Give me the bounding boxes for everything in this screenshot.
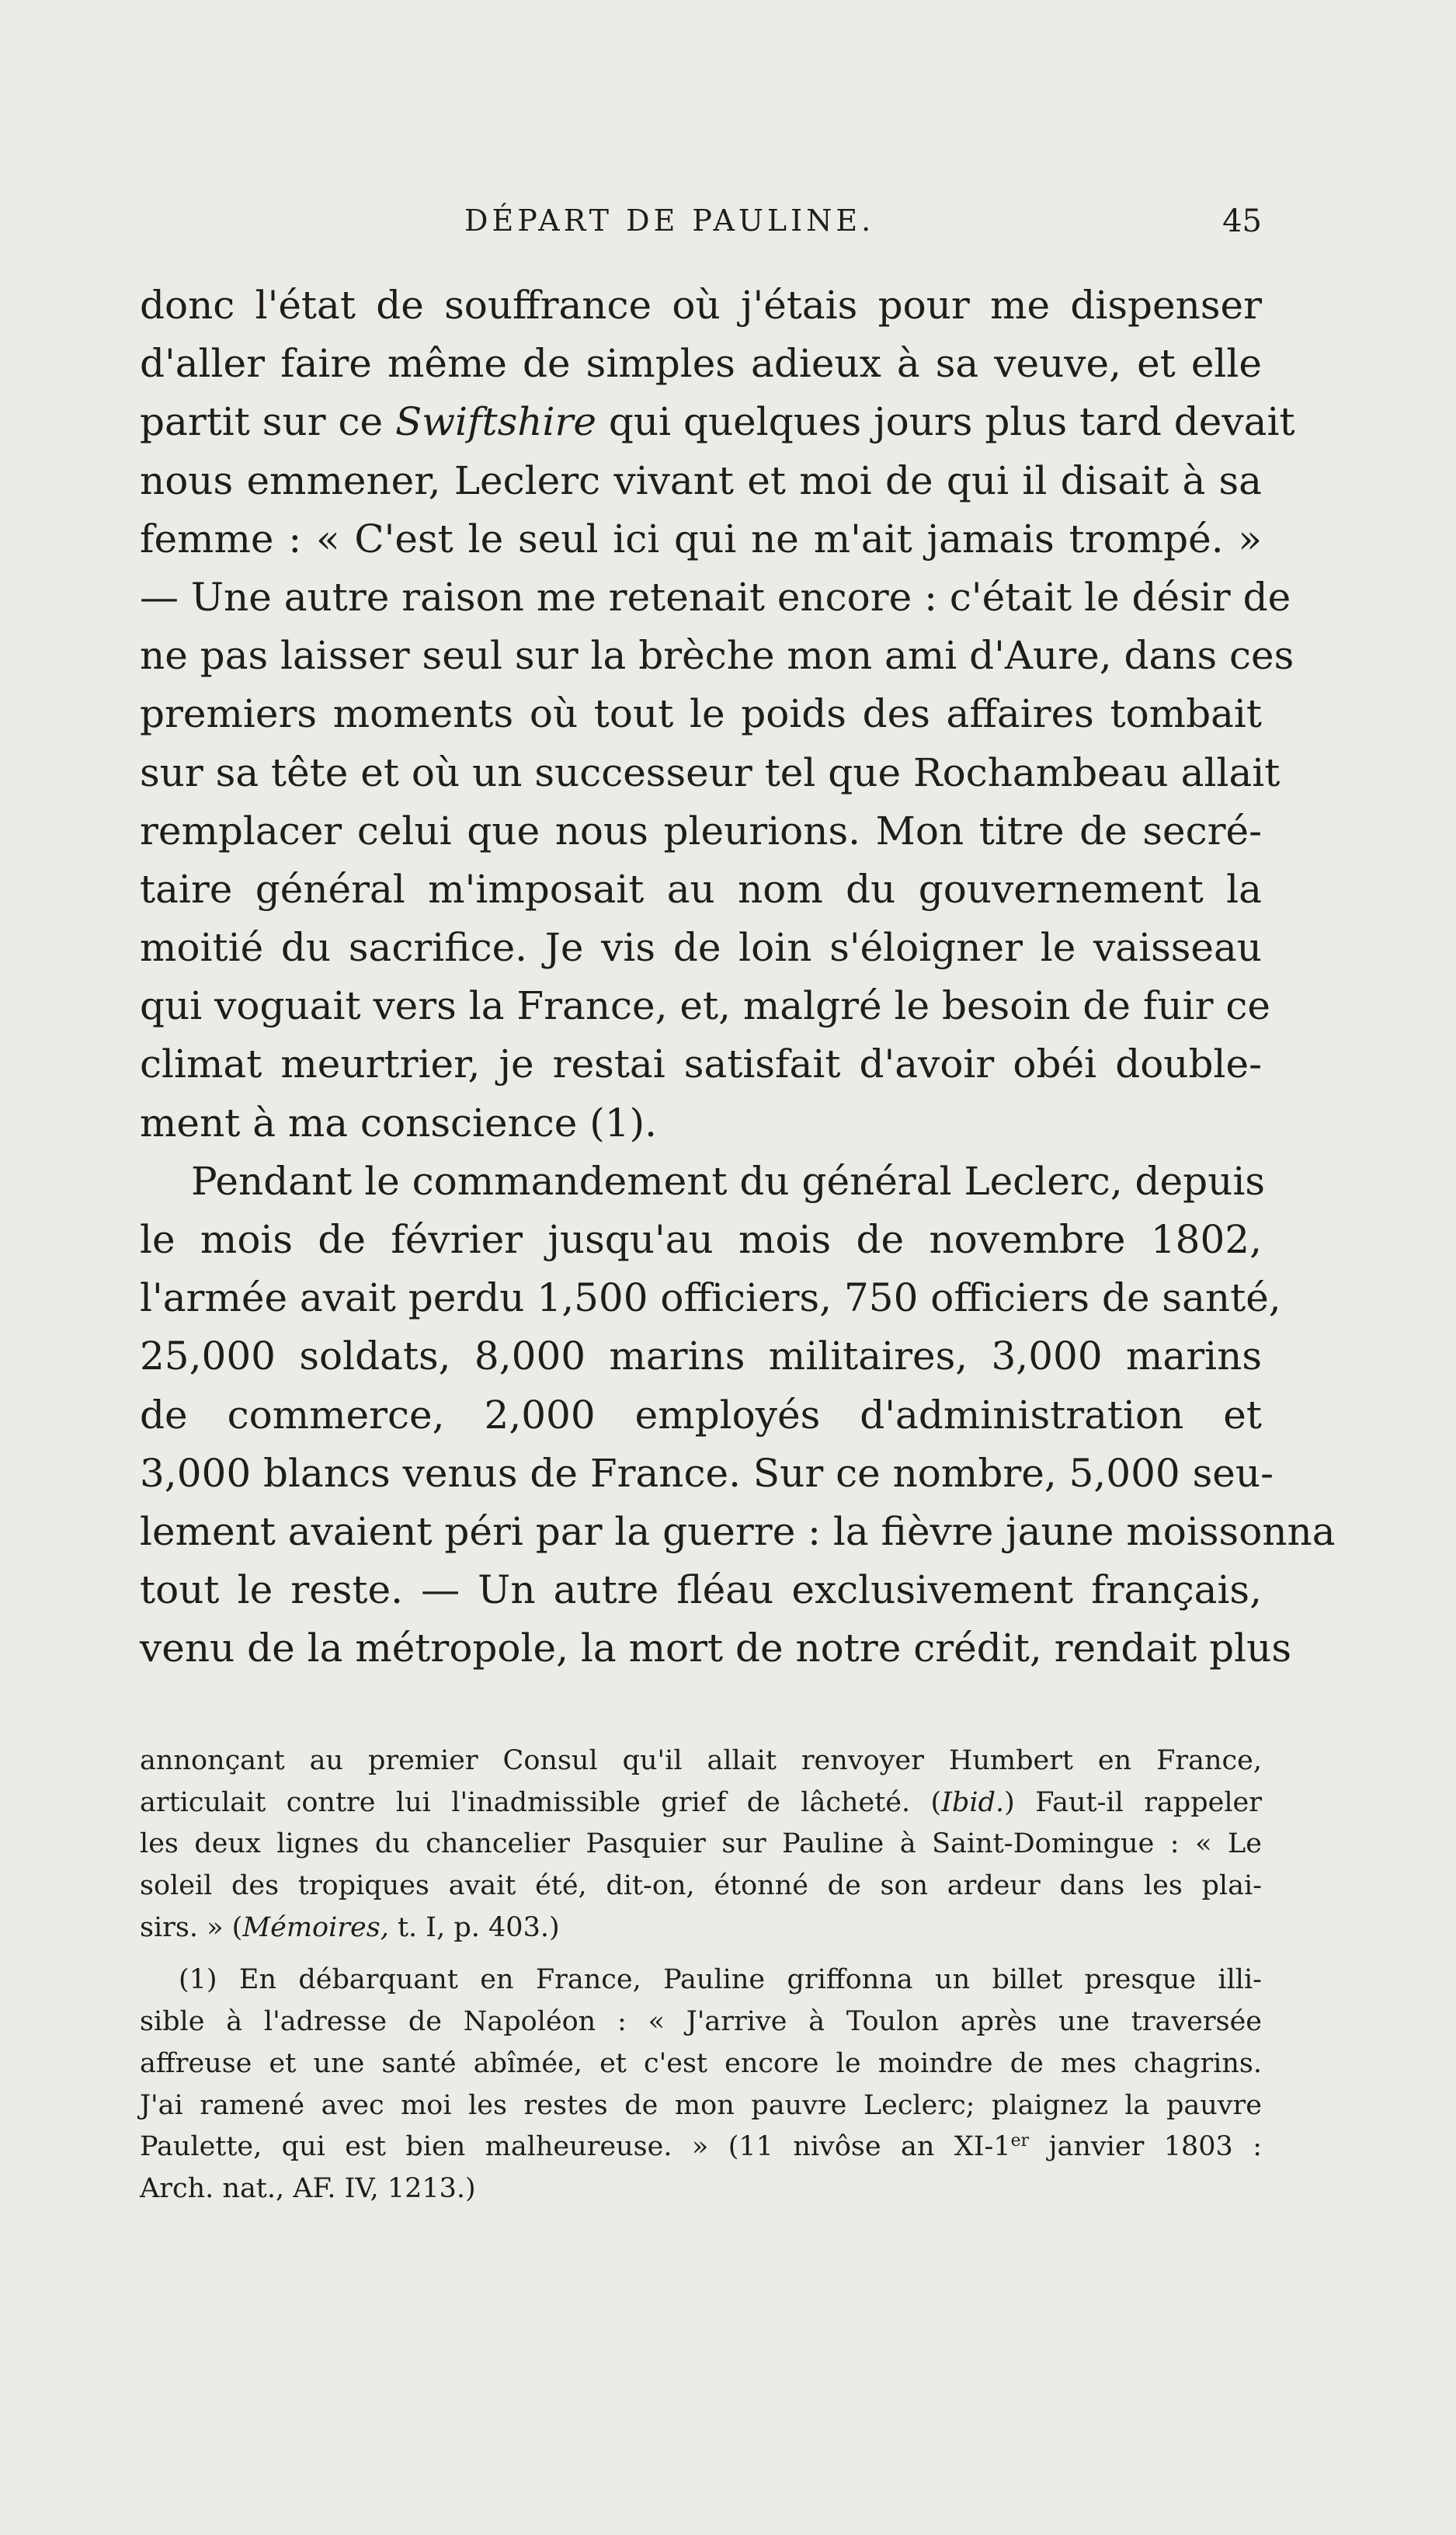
text-line: qui voguait vers la France, et, malgré le besoin de fuir ce — [140, 983, 1270, 1029]
footnote-line: affreuse et une santé abîmée, et c'est encore le moindre de mes chagrins. — [140, 2047, 1262, 2079]
text-line: 3,000 blancs venus de France. Sur ce nombre, 5,000 seu- — [140, 1450, 1274, 1496]
text-line: — Une autre raison me retenait encore : c'était le désir de — [140, 574, 1291, 620]
text-line: le mois de février jusqu'au mois de novembre 1802, — [140, 1217, 1262, 1262]
footnote-line: articulait contre lui l'inadmissible grief de lâcheté. (Ibid.) Faut-il rappeler — [140, 1786, 1262, 1818]
text-line: climat meurtrier, je restai satisfait d'avoir obéi double- — [140, 1041, 1262, 1087]
page-number: 45 — [1222, 203, 1262, 239]
text-line: d'aller faire même de simples adieux à sa veuve, et elle — [140, 341, 1262, 387]
text-line: venu de la métropole, la mort de notre crédit, rendait plus — [140, 1626, 1291, 1671]
running-header — [140, 203, 1262, 250]
footnote-line: soleil des tropiques avait été, dit-on, étonné de son ardeur dans les plai- — [140, 1870, 1262, 1902]
text-line: lement avaient péri par la guerre : la fièvre jaune moissonna — [140, 1508, 1336, 1554]
text-line: premiers moments où tout le poids des affaires tombait — [140, 691, 1262, 737]
footnote-line: sirs. » (Mémoires, t. I, p. 403.) — [140, 1911, 560, 1943]
text-line: 25,000 soldats, 8,000 marins militaires, 3,000 marins — [140, 1334, 1262, 1379]
footnotes — [140, 1740, 1262, 2210]
text-line: sur sa tête et où un successeur tel que Rochambeau allait — [140, 749, 1281, 795]
text-line: remplacer celui que nous pleurions. Mon titre de secré- — [140, 808, 1262, 854]
text-line: ne pas laisser seul sur la brèche mon ami d'Aure, dans ces — [140, 633, 1294, 679]
footnote-line: J'ai ramené avec moi les restes de mon pauvre Leclerc; plaignez la pauvre — [140, 2089, 1262, 2121]
running-title: DÉPART DE PAULINE. — [464, 203, 875, 238]
footnote-line: les deux lignes du chancelier Pasquier sur Pauline à Saint-Domingue : « Le — [140, 1828, 1262, 1860]
text-line: taire général m'imposait au nom du gouvernement la — [140, 866, 1262, 912]
text-line: nous emmener, Leclerc vivant et moi de qui il disait à sa — [140, 457, 1262, 503]
footnote-line: Paulette, qui est bien malheureuse. » (11 nivôse an XI-1er janvier 1803 : — [140, 2131, 1262, 2163]
text-line: partit sur ce Swiftshire qui quelques jours plus tard devait — [140, 399, 1295, 445]
text-line: l'armée avait perdu 1,500 officiers, 750 officiers de santé, — [140, 1275, 1281, 1321]
text-line: femme : « C'est le seul ici qui ne m'ait jamais trompé. » — [140, 516, 1262, 562]
text-line: tout le reste. — Un autre fléau exclusivement français, — [140, 1567, 1262, 1613]
ship-name: Swiftshire — [394, 399, 596, 445]
text-line: donc l'état de souffrance où j'étais pour me dispenser — [140, 283, 1262, 328]
text-line: moitié du sacrifice. Je vis de loin s'éloigner le vaisseau — [140, 925, 1262, 971]
footnote-line: annonçant au premier Consul qu'il allait renvoyer Humbert en France, — [140, 1745, 1262, 1776]
text-line: de commerce, 2,000 employés d'administration et — [140, 1392, 1262, 1438]
footnote-line: sible à l'adresse de Napoléon : « J'arrive à Toulon après une traversée — [140, 2006, 1262, 2038]
text-line: ment à ma conscience (1). — [140, 1100, 657, 1146]
footnote-line: Arch. nat., AF. IV, 1213.) — [140, 2172, 476, 2204]
main-text — [140, 276, 1336, 1678]
text-line: Pendant le commandement du général Leclerc, depuis — [191, 1158, 1266, 1204]
footnote-line: (1) En débarquant en France, Pauline griffonna un billet presque illi- — [179, 1964, 1262, 1996]
